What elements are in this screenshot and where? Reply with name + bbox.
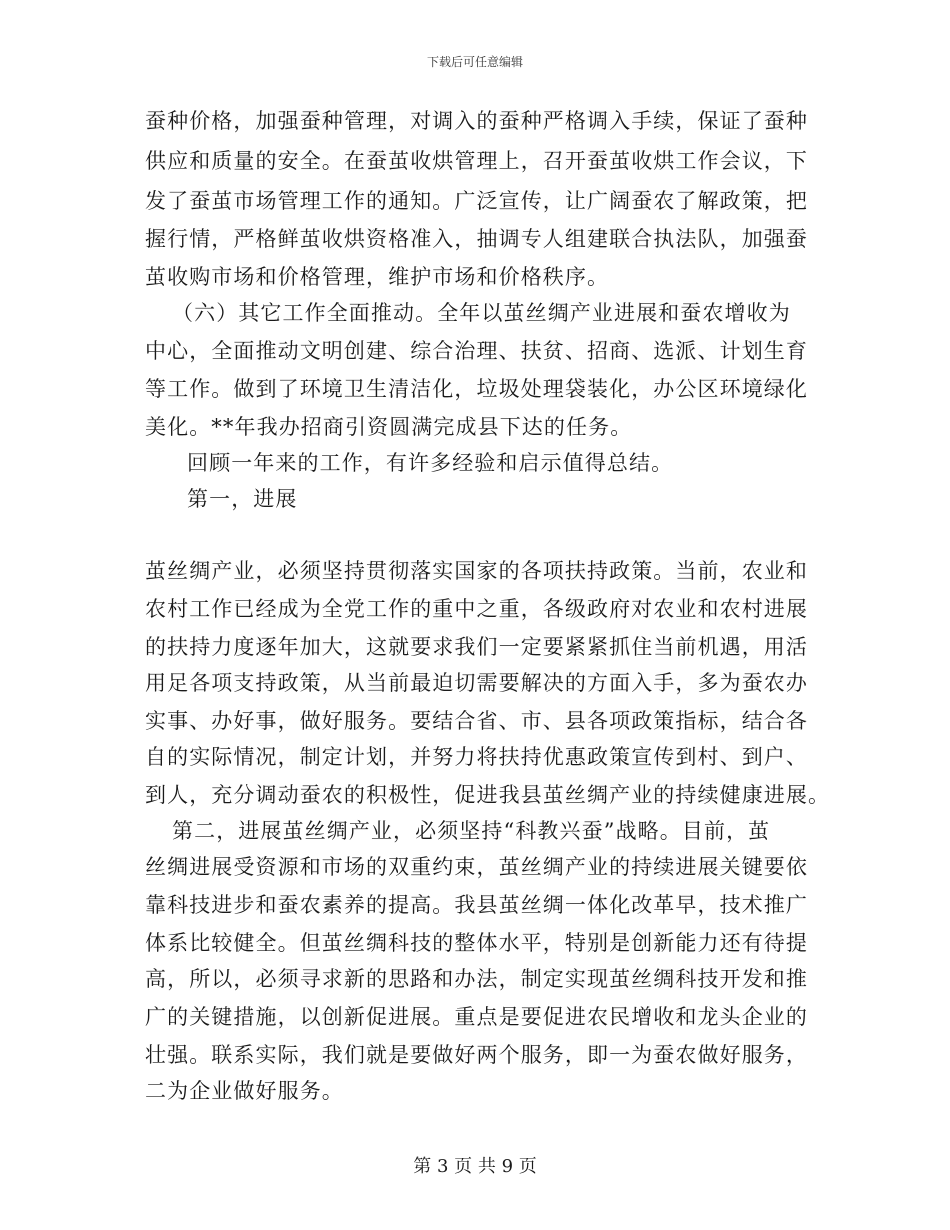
body-line: 茧丝绸产业，必须坚持贯彻落实国家的各项扶持政策。当前，农业和 bbox=[145, 559, 808, 583]
body-line: 高，所以，必须寻求新的思路和办法，制定实现茧丝绸科技开发和推 bbox=[145, 967, 808, 991]
body-line: 二为企业做好服务。 bbox=[145, 1079, 344, 1103]
body-line: 体系比较健全。但茧丝绸科技的整体水平，特别是创新能力还有待提 bbox=[145, 931, 808, 955]
document-header-note: 下载后可任意编辑 bbox=[426, 55, 523, 69]
body-line: 用足各项支持政策，从当前最迫切需要解决的方面入手，多为蚕农办 bbox=[145, 671, 808, 695]
body-line: 丝绸进展受资源和市场的双重约束，茧丝绸产业的持续进展关键要依 bbox=[145, 855, 808, 879]
body-line: 广的关键措施，以创新促进展。重点是要促进农民增收和龙头企业的 bbox=[145, 1005, 808, 1029]
body-line: 发了蚕茧市场管理工作的通知。广泛宣传，让广阔蚕农了解政策，把 bbox=[145, 189, 808, 213]
body-line: 美化。**年我办招商引资圆满完成县下达的任务。 bbox=[145, 415, 633, 439]
body-line: 第一，进展 bbox=[187, 487, 298, 511]
body-line: 中心，全面推动文明创建、综合治理、扶贫、招商、选派、计划生育 bbox=[145, 339, 808, 363]
body-line: 第二，进展茧丝绸产业，必须坚持“科教兴蚕”战略。目前，茧 bbox=[172, 819, 771, 843]
body-line: 壮强。联系实际，我们就是要做好两个服务，即一为蚕农做好服务， bbox=[145, 1043, 808, 1067]
body-line: 自的实际情况，制定计划，并努力将扶持优惠政策宣传到村、到户、 bbox=[145, 745, 808, 769]
body-line: 实事、办好事，做好服务。要结合省、市、县各项政策指标，结合各 bbox=[145, 709, 808, 733]
body-line: （六）其它工作全面推动。全年以茧丝绸产业进展和蚕农增收为 bbox=[172, 301, 791, 325]
body-line: 茧收购市场和价格管理，维护市场和价格秩序。 bbox=[145, 265, 610, 289]
body-line: 等工作。做到了环境卫生清洁化，垃圾处理袋装化，办公区环境绿化 bbox=[145, 377, 808, 401]
body-line: 回顾一年来的工作，有许多经验和启示值得总结。 bbox=[187, 451, 674, 475]
page-number-footer: 第 3 页 共 9 页 bbox=[413, 1156, 537, 1177]
body-line: 的扶持力度逐年加大，这就要求我们一定要紧紧抓住当前机遇，用活 bbox=[145, 635, 808, 659]
body-line: 农村工作已经成为全党工作的重中之重，各级政府对农业和农村进展 bbox=[145, 597, 808, 621]
body-line: 到人，充分调动蚕农的积极性，促进我县茧丝绸产业的持续健康进展。 bbox=[145, 783, 831, 807]
body-line: 靠科技进步和蚕农素养的提高。我县茧丝绸一体化改革早，技术推广 bbox=[145, 893, 808, 917]
body-line: 蚕种价格，加强蚕种管理，对调入的蚕种严格调入手续，保证了蚕种 bbox=[145, 109, 808, 133]
body-line: 供应和质量的安全。在蚕茧收烘管理上，召开蚕茧收烘工作会议，下 bbox=[145, 149, 808, 173]
body-line: 握行情，严格鲜茧收烘资格准入，抽调专人组建联合执法队，加强蚕 bbox=[145, 227, 808, 251]
